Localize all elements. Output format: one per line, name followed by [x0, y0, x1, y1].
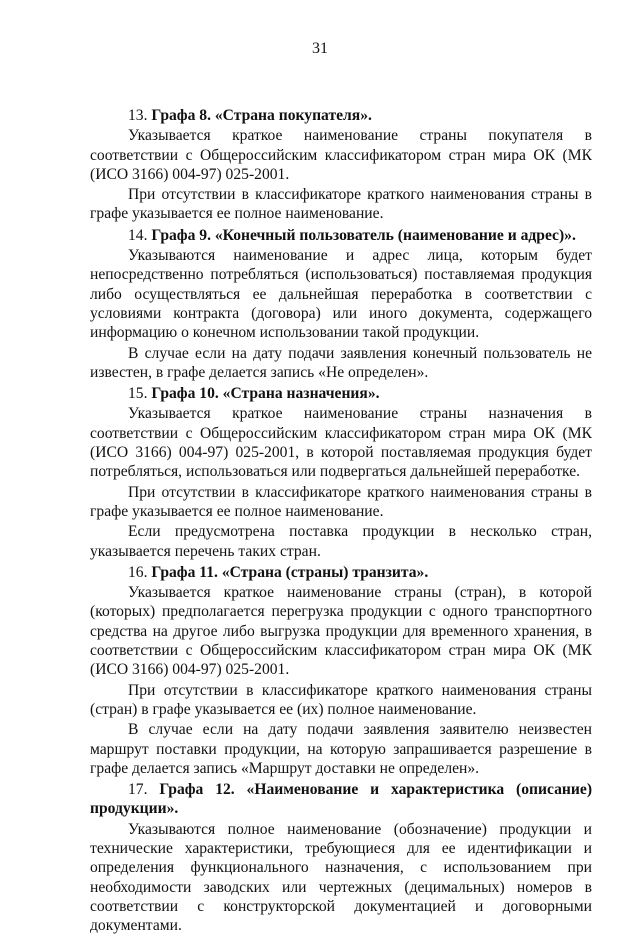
- paragraph: Если предусмотрена поставка продукции в несколько стран, указывается перечень таких стран.: [90, 523, 592, 560]
- paragraph: В случае если на дату подачи заявления конечный пользователь не известен, в графе делается запись «Не определен».: [90, 344, 592, 381]
- section-number: 17.: [128, 781, 160, 799]
- paragraph: При отсутствии в классификаторе краткого наименования страны в графе указывается ее полное наименование.: [90, 186, 592, 223]
- paragraph: Указывается краткое наименование страны покупателя в соответствии с Общероссийским классификатором стран мира ОК (МК (ИСО 3166) 004-97) 025-2001.: [90, 127, 592, 183]
- document-body: [90, 104, 592, 935]
- section-number: 16.: [128, 563, 152, 581]
- section-heading-13: [90, 106, 592, 125]
- section-title: Графа 8. «Страна покупателя».: [151, 107, 372, 124]
- section-heading-17: [90, 780, 592, 819]
- section-number: 13.: [128, 107, 152, 124]
- section-title: Графа 12. «Наименование и характеристика (описание) продукции».: [90, 781, 593, 818]
- section-title: Графа 10. «Страна назначения».: [151, 385, 380, 403]
- page-number: 31: [312, 40, 328, 57]
- section-title: Графа 9. «Конечный пользователь (наименование и адрес)».: [151, 226, 576, 244]
- paragraph: При отсутствии в классификаторе краткого наименования страны в графе указывается ее полное наименование.: [90, 483, 592, 520]
- paragraph: При отсутствии в классификаторе краткого наименования страны (стран) в графе указывается ее (их) полное наименование.: [90, 681, 592, 718]
- section-heading-15: [90, 384, 592, 403]
- paragraph: Указывается краткое наименование страны (стран), в которой (которых) предполагается перегрузка продукции с одного транспортного средства на другое либо выгрузка продукции для временного хранения, в соответствии с Общероссийским классификатором стран мира ОК (МК (ИСО 3166) 004-97) 025-2001.: [90, 584, 592, 679]
- paragraph: Указывается краткое наименование страны назначения в соответствии с Общероссийским классификатором стран мира ОК (МК (ИСО 3166) 004-97) 025-2001, в которой поставляемая продукция будет потребляться, использоваться или подвергаться дальнейшей переработке.: [90, 405, 592, 481]
- section-number: 15.: [128, 385, 152, 403]
- section-heading-16: [90, 563, 592, 582]
- section-title: Графа 11. «Страна (страны) транзита».: [151, 563, 429, 581]
- section-heading-14: [90, 226, 592, 245]
- paragraph: Указываются наименование и адрес лица, которым будет непосредственно потребляться (использоваться) поставляемая продукция либо осуществляться ее дальнейшая переработка в соответствии с условиями контракта (договора) или иного документа, содержащего информацию о конечном использовании такой продукции.: [90, 247, 592, 342]
- section-number: 14.: [128, 226, 152, 244]
- paragraph: В случае если на дату подачи заявления заявителю неизвестен маршрут поставки продукции, на которую запрашивается разрешение в графе делается запись «Маршрут доставки не определен».: [90, 721, 592, 777]
- paragraph: Указываются полное наименование (обозначение) продукции и технические характеристики, требующиеся для ее идентификации и определения функционального назначения, с использованием при необходимости заводских или чертежных (децимальных) номеров в соответствии с конструкторской документацией и договорными документами.: [90, 820, 592, 935]
